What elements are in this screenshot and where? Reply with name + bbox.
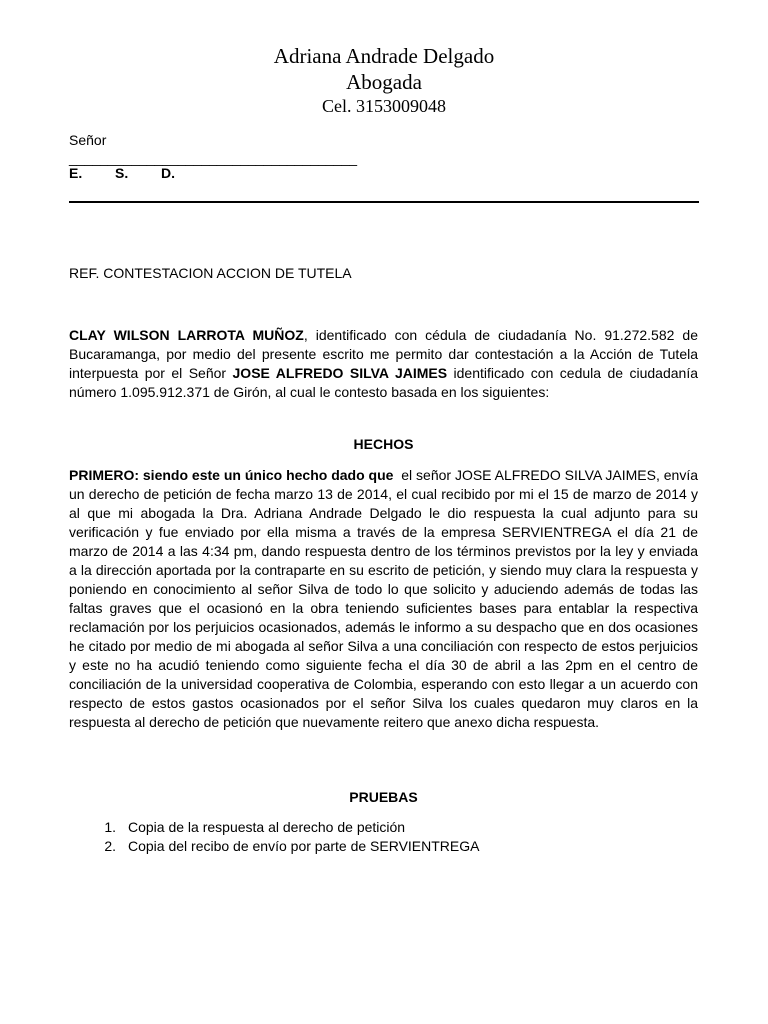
reference-line: REF. CONTESTACION ACCION DE TUTELA: [69, 265, 352, 281]
letterhead-title: Abogada: [346, 70, 422, 94]
pruebas-list: [69, 818, 479, 856]
hechos-paragraph: [69, 466, 702, 732]
addressee-blank-line: _____________________________________: [69, 150, 358, 166]
list-item-text: Copia del recibo de envío por parte de SERVIENTREGA: [128, 838, 480, 854]
intro-paragraph: [69, 326, 698, 402]
intro-text-2: identificado con cedula de ciudadanía número 1.095.912.371 de Girón, al cual le contesto basada en los siguientes:: [69, 365, 698, 400]
esd-s: S.: [115, 165, 129, 181]
hechos-heading: HECHOS: [353, 436, 414, 452]
list-item-text: Copia de la respuesta al derecho de petición: [128, 819, 406, 835]
letterhead-name: Adriana Andrade Delgado: [273, 44, 495, 68]
esd-e: E.: [69, 165, 83, 181]
list-item: [69, 818, 479, 837]
salutation: Señor: [69, 132, 107, 148]
pruebas-heading: PRUEBAS: [349, 789, 418, 805]
plaintiff-name: JOSE ALFREDO SILVA JAIMES: [232, 365, 448, 381]
hechos-text: el señor JOSE ALFREDO SILVA JAIMES, envía un derecho de petición de fecha marzo 13 de 2014, el cual recibido por mi el 15 de marzo de 2014 y al que mi abogada la Dra. Adriana Andrade Delgado le dio respuesta la cual adjunto para su verificación y fue enviado por ella misma a través de la empresa SERVIENTREGA el día 21 de marzo de 2014 a las 4:34 pm, dando respuesta dentro de los términos previstos por la ley y enviada a la dirección aportada por la contraparte en su escrito de petición, y siendo muy clara la respuesta y poniendo en conocimiento al señor Silva de todo lo que solicito y aduciendo además de todas las faltas graves que el ocasionó en la obra teniendo suficientes bases para entablar la respectiva reclamación por los perjuicios ocasionados, además le informo a su despacho que en dos ocasiones he citado por medio de mi abogada al señor Silva a una conciliación con respecto de estos perjuicios y este no ha acudió teniendo como siguiente fecha el día 30 de abril a las 2pm en el centro de conciliación de la universidad cooperativa de Colombia, esperando con esto llegar a un acuerdo con respecto de estos gastos ocasionados por el señor Silva los cuales quedaron muy claros en la respuesta al derecho de petición que nuevamente reitero que anexo dicha respuesta.: [69, 467, 702, 730]
party-name: CLAY WILSON LARROTA MUÑOZ: [69, 327, 304, 343]
horizontal-rule: [69, 201, 699, 203]
list-item: [69, 837, 479, 856]
esd-d: D.: [161, 165, 175, 181]
intro-text-1: , identificado con cédula de ciudadanía No. 91.272.582 de Bucaramanga, por medio del presente escrito me permito dar contestación a la Acción de Tutela interpuesta por el Señor: [69, 327, 699, 381]
list-item-number: 2.: [104, 838, 116, 854]
list-item-number: 1.: [104, 819, 116, 835]
letterhead-phone: Cel. 3153009048: [322, 96, 446, 116]
hechos-lead: PRIMERO: siendo este un único hecho dado que: [69, 467, 394, 483]
esd-line: [69, 165, 175, 182]
